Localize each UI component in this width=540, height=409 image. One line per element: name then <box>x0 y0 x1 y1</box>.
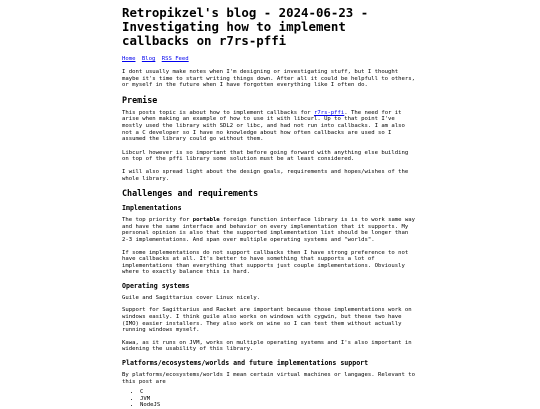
intro-paragraph: I dont usually make notes when I'm designing or investigating stuff, but I thought maybe it's time to start writing things down. After all it could be helpfull to others, or myself in the future when I have forgotten everything like I often do. <box>122 69 415 89</box>
premise-paragraph-1 <box>122 110 418 143</box>
implementations-text-after-bold: foreign function interface library is is to work same way and have the same interface and behavior on every implementation that it supports. My personal opinion is also that the supported implementation list should be longer than 2-3 implementations. And span over multiple operating systems and "worlds". <box>122 217 416 243</box>
subheading-operating-systems: Operating systems <box>122 281 190 290</box>
article <box>122 6 418 409</box>
nav-link-blog[interactable]: Blog <box>141 56 156 62</box>
subheading-platforms: Platforms/ecosystems/worlds and future implementations support <box>122 359 369 368</box>
nav-link-home[interactable]: Home <box>122 56 136 62</box>
implementations-paragraph-2: If some implementations do not support callbacks then I have strong preference to not have callbacks at all. It's better to have something that supports a lot of implementations than everything that supports just couple implementations. Obviously where to exactly balance this is hard. <box>122 249 409 276</box>
section-heading-challenges: Challenges and requirements <box>122 188 259 199</box>
list-item: • JVM <box>140 396 418 403</box>
os-paragraph-3: Kawa, as it runs on JVM, works on multiple operating systems and I's also important in widening the usability of this library. <box>122 339 412 353</box>
implementations-text-before-bold: The top priority for <box>122 217 193 224</box>
premise-paragraph-3: I will also spread light about the design goals, requirements and hopes/wishes of the whole library. <box>122 168 409 182</box>
platforms-paragraph-1: By platforms/ecosystems/worlds I mean certain virtual machines or langages. Relevant to this post are <box>122 372 415 385</box>
r7rs-pffi-link[interactable]: r7rs-pffi <box>313 109 345 116</box>
portable-emphasis: portable <box>192 217 220 224</box>
os-paragraph-1: Guile and Sagittarius cover Linux nicely. <box>122 294 261 301</box>
list-item: • C <box>140 389 418 396</box>
platforms-list <box>122 389 418 409</box>
subheading-implementations: Implementations <box>122 204 182 213</box>
os-paragraph-2: Support for Sagittarius and Racket are important because those implementations work on windows easily. I think guile also works on windows with cygwin, but these two have (IMO) easier installers. They also work on wine so I can test them without actually running windows myself. <box>122 307 412 334</box>
top-nav <box>122 56 418 63</box>
premise-paragraph-2: Libcurl however is so important that before going forward with anything else building on top of the pffi library some solution must be at least considered. <box>122 149 409 163</box>
premise-text-after-link: . The need for it arise when making an example of how to use it with libcurl. Up to that point I've mostly used the library with SDL2 or libc, and had not run into callbacks. I am also not a C developer so I have no knowledge about how often callbacks are used so I assumed the library could go without them. <box>122 109 405 143</box>
section-heading-premise: Premise <box>122 94 158 105</box>
list-item: • NodeJS <box>140 402 418 409</box>
implementations-paragraph-1 <box>122 217 418 243</box>
page-title: Retropikzel's blog - 2024-06-23 - Investigating how to implement callbacks on r7rs-pffi <box>122 5 369 48</box>
premise-text-before-link: This posts topic is about how to implement callbacks for <box>122 109 314 116</box>
nav-link-rss-feed[interactable]: RSS Feed <box>161 56 189 62</box>
